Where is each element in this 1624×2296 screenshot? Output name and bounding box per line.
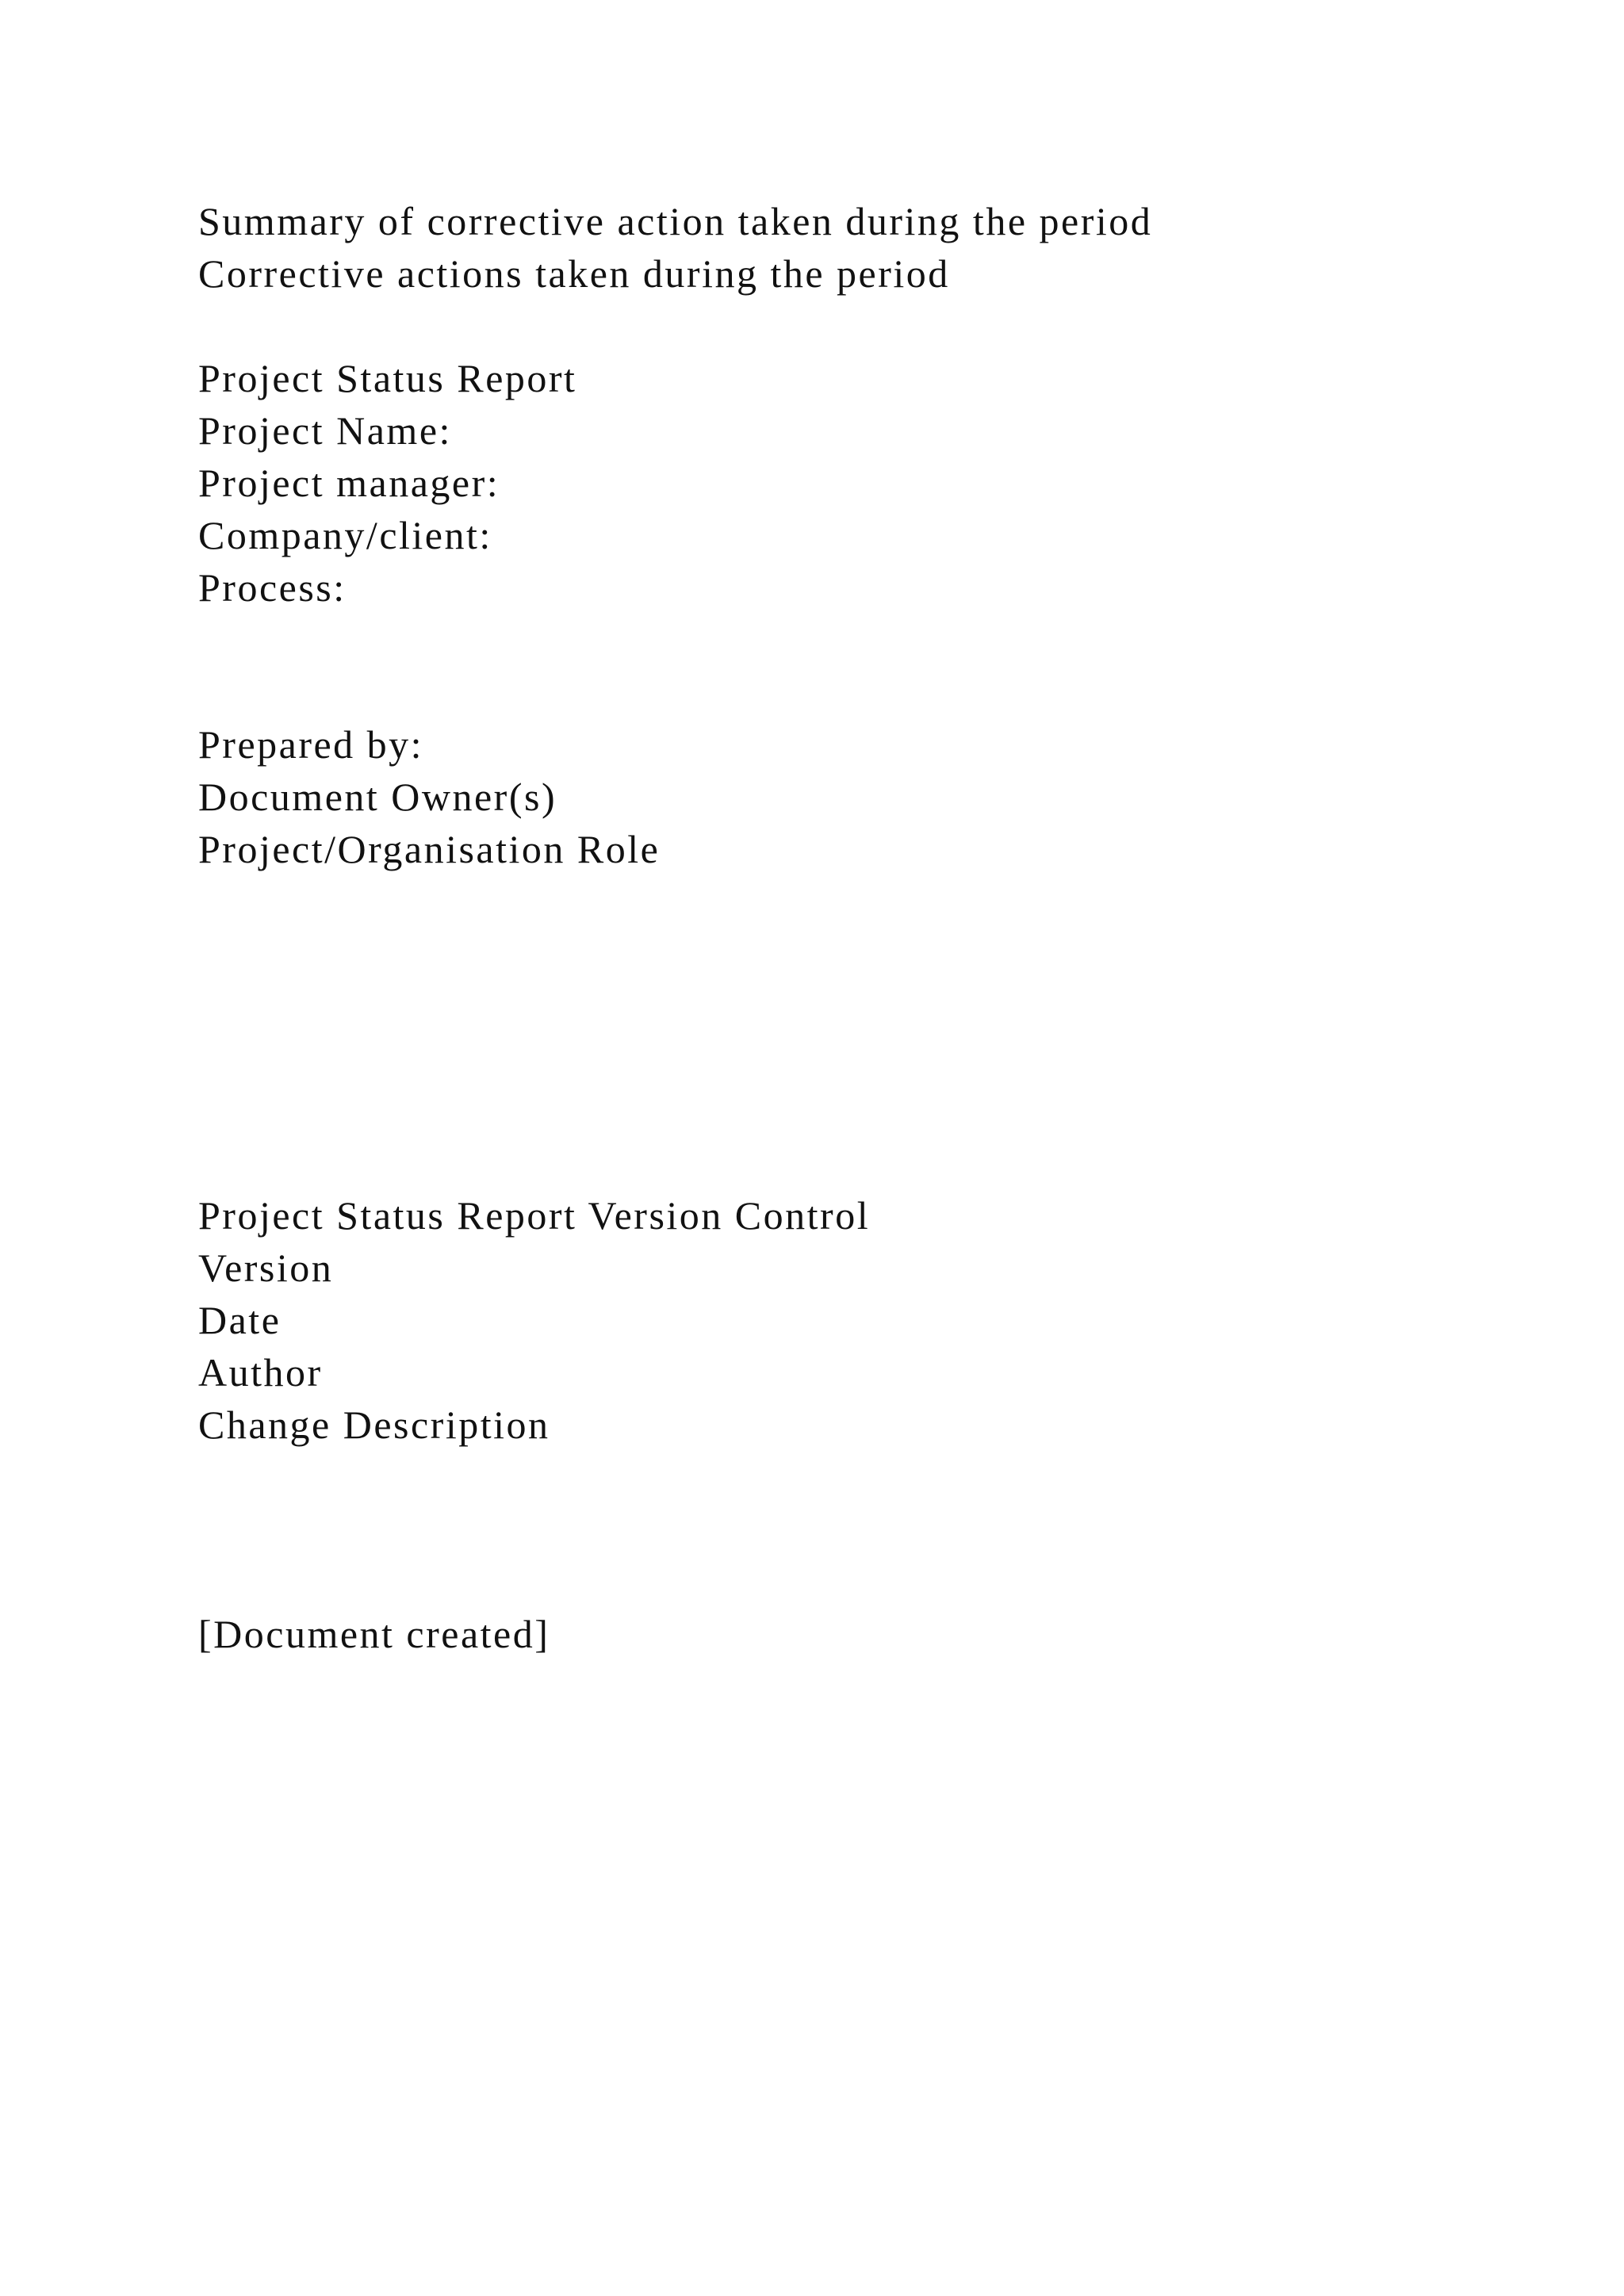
project-manager-label: Project manager: [198,461,500,505]
change-description-column-header: Change Description [198,1402,550,1447]
date-column-header: Date [198,1298,282,1342]
process-label: Process: [198,565,347,610]
report-title: Project Status Report [198,356,577,400]
author-column-header: Author [198,1350,323,1395]
summary-heading: Summary of corrective action taken during the period [198,199,1153,243]
project-name-label: Project Name: [198,408,452,453]
version-entry: [Document created] [198,1612,550,1656]
version-control-title: Project Status Report Version Control [198,1193,871,1238]
document-owner-header: Document Owner(s) [198,775,557,819]
prepared-by-label: Prepared by: [198,722,424,767]
version-column-header: Version [198,1246,334,1290]
company-client-label: Company/client: [198,513,492,557]
summary-subheading: Corrective actions taken during the period [198,251,950,296]
organisation-role-header: Project/Organisation Role [198,827,661,871]
